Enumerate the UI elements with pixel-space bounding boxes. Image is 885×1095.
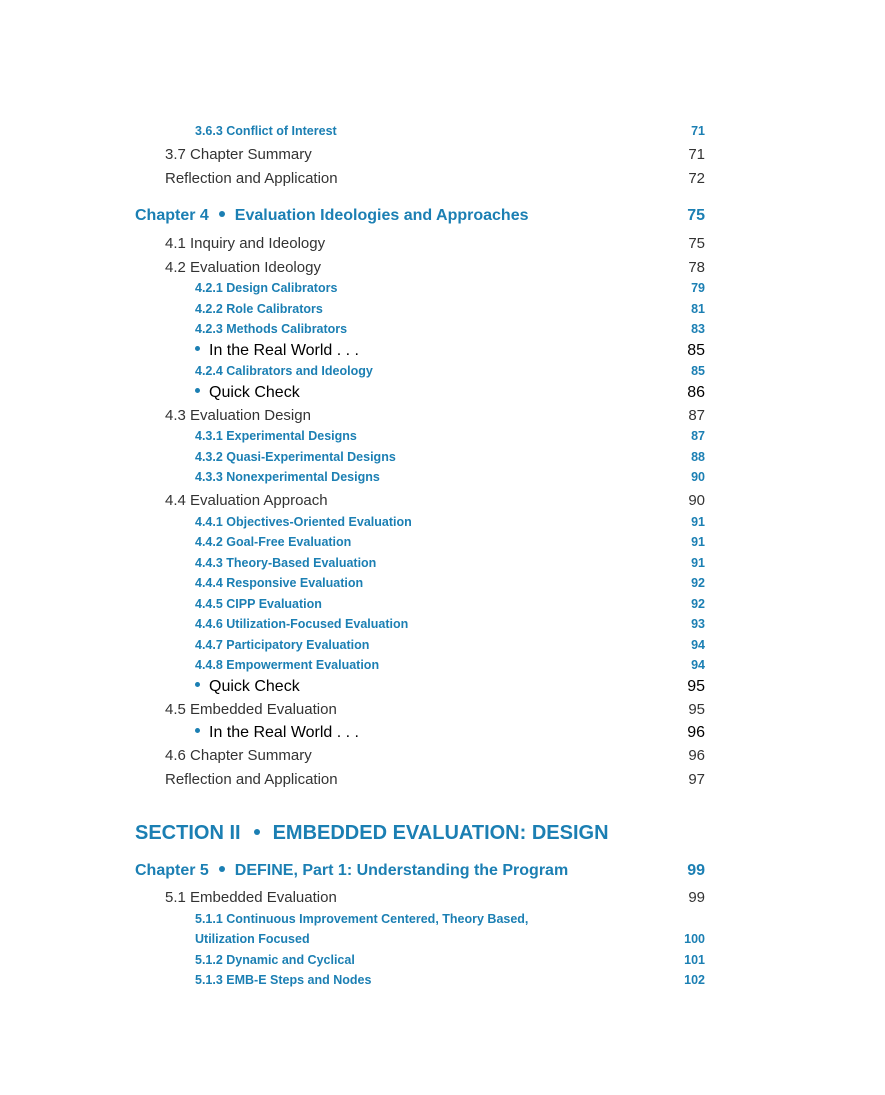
entry-title: 4.5 Embedded Evaluation [165,701,337,718]
page-number: 75 [687,207,705,224]
page-number: 95 [687,678,705,695]
page-number: 99 [687,862,705,879]
page-number: 99 [688,889,705,906]
page-number: 90 [688,492,705,509]
entry-label: Quick Check [209,678,300,695]
entry-title [195,678,300,696]
entry-title: 4.4.5 CIPP Evaluation [195,597,322,611]
entry-title: 4.6 Chapter Summary [165,747,312,764]
bullet-icon [195,346,200,351]
entry-label: In the Real World . . . [209,342,359,359]
entry-title [135,820,609,846]
entry-label: Evaluation Ideologies and Approaches [234,207,529,224]
entry-title: 4.4.6 Utilization-Focused Evaluation [195,617,409,631]
entry-title: 5.1.3 EMB-E Steps and Nodes [195,973,372,987]
page-number: 81 [691,302,705,316]
bullet-separator-icon [219,211,225,217]
entry-title: 4.4.4 Responsive Evaluation [195,576,364,590]
page-number: 90 [691,470,705,484]
page-number: 94 [691,638,705,652]
page-number: 92 [691,597,705,611]
entry-label: Quick Check [209,384,300,401]
page-number: 96 [688,747,705,764]
page-number: 101 [684,953,705,967]
page-number: 92 [691,576,705,590]
page-number: 94 [691,658,705,672]
entry-title: 4.4.1 Objectives-Oriented Evaluation [195,515,412,529]
entry-title: 4.3.1 Experimental Designs [195,429,357,443]
page-number: 79 [691,281,705,295]
entry-title: 4.2 Evaluation Ideology [165,259,321,276]
entry-label: DEFINE, Part 1: Understanding the Program [234,862,569,879]
page-number: 91 [691,556,705,570]
bullet-icon [195,728,200,733]
page-number: 85 [687,342,705,359]
page-number: 83 [691,322,705,336]
page-number: 75 [688,235,705,252]
page-number: 86 [687,384,705,401]
entry-title: 4.4.8 Empowerment Evaluation [195,658,380,672]
entry-title: Utilization Focused [195,932,310,946]
page-number: 85 [691,364,705,378]
page-number: 87 [691,429,705,443]
bullet-separator-icon [254,829,260,835]
entry-title: 5.1 Embedded Evaluation [165,889,337,906]
entry-title: 4.3 Evaluation Design [165,407,311,424]
page-number: 71 [691,124,705,138]
page-number: 71 [688,146,705,163]
page-number: 93 [691,617,705,631]
entry-title: Reflection and Application [165,170,338,187]
page-number: 100 [684,932,705,946]
entry-title: Reflection and Application [165,771,338,788]
bullet-separator-icon [219,866,225,872]
entry-title: 4.2.2 Role Calibrators [195,302,323,316]
section-number: SECTION II [135,822,241,844]
entry-title: 4.2.4 Calibrators and Ideology [195,364,373,378]
entry-title: 4.2.1 Design Calibrators [195,281,338,295]
page-number: 78 [688,259,705,276]
entry-title: 3.6.3 Conflict of Interest [195,124,337,138]
page-number: 97 [688,771,705,788]
page-number: 102 [684,973,705,987]
page-number: 95 [688,701,705,718]
entry-title [195,384,300,402]
entry-title: 4.4.3 Theory-Based Evaluation [195,556,377,570]
page-number: 96 [687,724,705,741]
page-number: 91 [691,535,705,549]
page-number: 91 [691,515,705,529]
chapter-number: Chapter 4 [135,207,209,224]
entry-title [195,724,359,742]
entry-title [135,860,568,882]
bullet-icon [195,388,200,393]
entry-title [135,205,528,227]
entry-title: 3.7 Chapter Summary [165,146,312,163]
entry-title: 5.1.1 Continuous Improvement Centered, Theory Based, [195,912,529,926]
bullet-icon [195,682,200,687]
entry-title [195,342,359,360]
entry-title: 4.2.3 Methods Calibrators [195,322,348,336]
entry-title: 5.1.2 Dynamic and Cyclical [195,953,355,967]
page-number: 88 [691,450,705,464]
entry-title: 4.3.2 Quasi-Experimental Designs [195,450,396,464]
entry-title: 4.3.3 Nonexperimental Designs [195,470,380,484]
chapter-number: Chapter 5 [135,862,209,879]
entry-title: 4.4.7 Participatory Evaluation [195,638,370,652]
entry-title: 4.4.2 Goal-Free Evaluation [195,535,352,549]
entry-title: 4.1 Inquiry and Ideology [165,235,326,252]
entry-label: EMBEDDED EVALUATION: DESIGN [272,822,609,844]
page-number: 87 [688,407,705,424]
entry-label: In the Real World . . . [209,724,359,741]
page-number: 72 [688,170,705,187]
entry-title: 4.4 Evaluation Approach [165,492,328,509]
